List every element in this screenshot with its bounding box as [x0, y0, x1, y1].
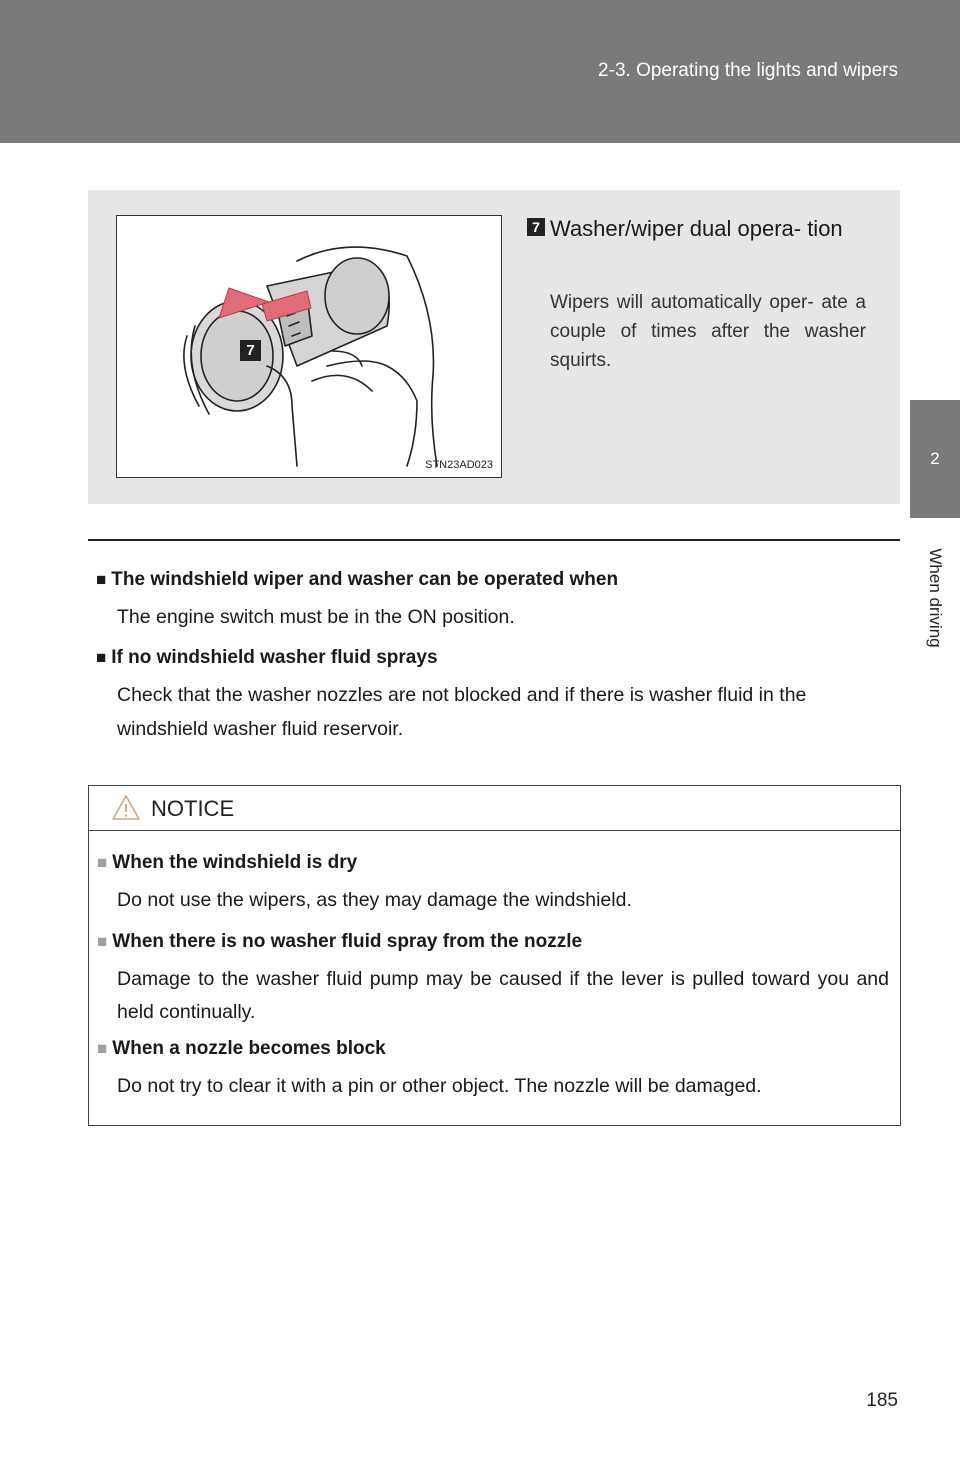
notice-box	[88, 785, 901, 1126]
notice-item-body: Do not try to clear it with a pin or other object. The nozzle will be damaged.	[117, 1075, 762, 1097]
note-body: Check that the washer nozzles are not blocked and if there is washer fluid in the windshield washer fluid reservoir.	[117, 684, 807, 740]
notice-item-heading: ■ When there is no washer fluid spray from the nozzle	[97, 931, 583, 952]
page-header	[0, 0, 960, 143]
bullet-square-icon: ■	[96, 570, 107, 589]
notice-item-body: Damage to the washer fluid pump may be caused if the lever is pulled toward you and held continually.	[117, 968, 889, 1023]
note-heading: ■ The windshield wiper and washer can be operated when	[96, 569, 619, 590]
notice-item-heading: ■ When the windshield is dry	[97, 852, 358, 873]
bullet-square-icon: ■	[97, 1039, 108, 1058]
figure-title-marker: 7	[527, 218, 545, 236]
notice-header	[89, 786, 900, 831]
page-number: 185	[866, 1390, 898, 1411]
illustration-code: STN23AD023	[425, 459, 493, 471]
section-divider	[88, 539, 900, 541]
figure-title: Washer/wiper dual opera- tion	[550, 216, 843, 241]
notice-item-heading: ■ When a nozzle becomes block	[97, 1038, 386, 1059]
illustration-marker: 7	[240, 340, 261, 361]
warning-triangle-icon	[111, 794, 141, 821]
chapter-label-text: When driving	[926, 548, 945, 648]
note-body: The engine switch must be in the ON position.	[117, 606, 515, 628]
bullet-square-icon: ■	[97, 853, 108, 872]
chapter-tab-number: 2	[910, 400, 960, 518]
bullet-square-icon: ■	[96, 648, 107, 667]
figure-description: Wipers will automatically oper- ate a couple of times after the washer squirts.	[550, 292, 866, 371]
hand-lever-drawing	[117, 216, 501, 477]
section-title: 2-3. Operating the lights and wipers	[598, 60, 898, 81]
notice-title: NOTICE	[151, 796, 235, 821]
note-heading: ■ If no windshield washer fluid sprays	[96, 647, 438, 668]
notice-item-body: Do not use the wipers, as they may damage the windshield.	[117, 889, 632, 911]
chapter-tab-label	[910, 518, 960, 678]
wiper-lever-illustration	[116, 215, 502, 478]
bullet-square-icon: ■	[97, 932, 108, 951]
